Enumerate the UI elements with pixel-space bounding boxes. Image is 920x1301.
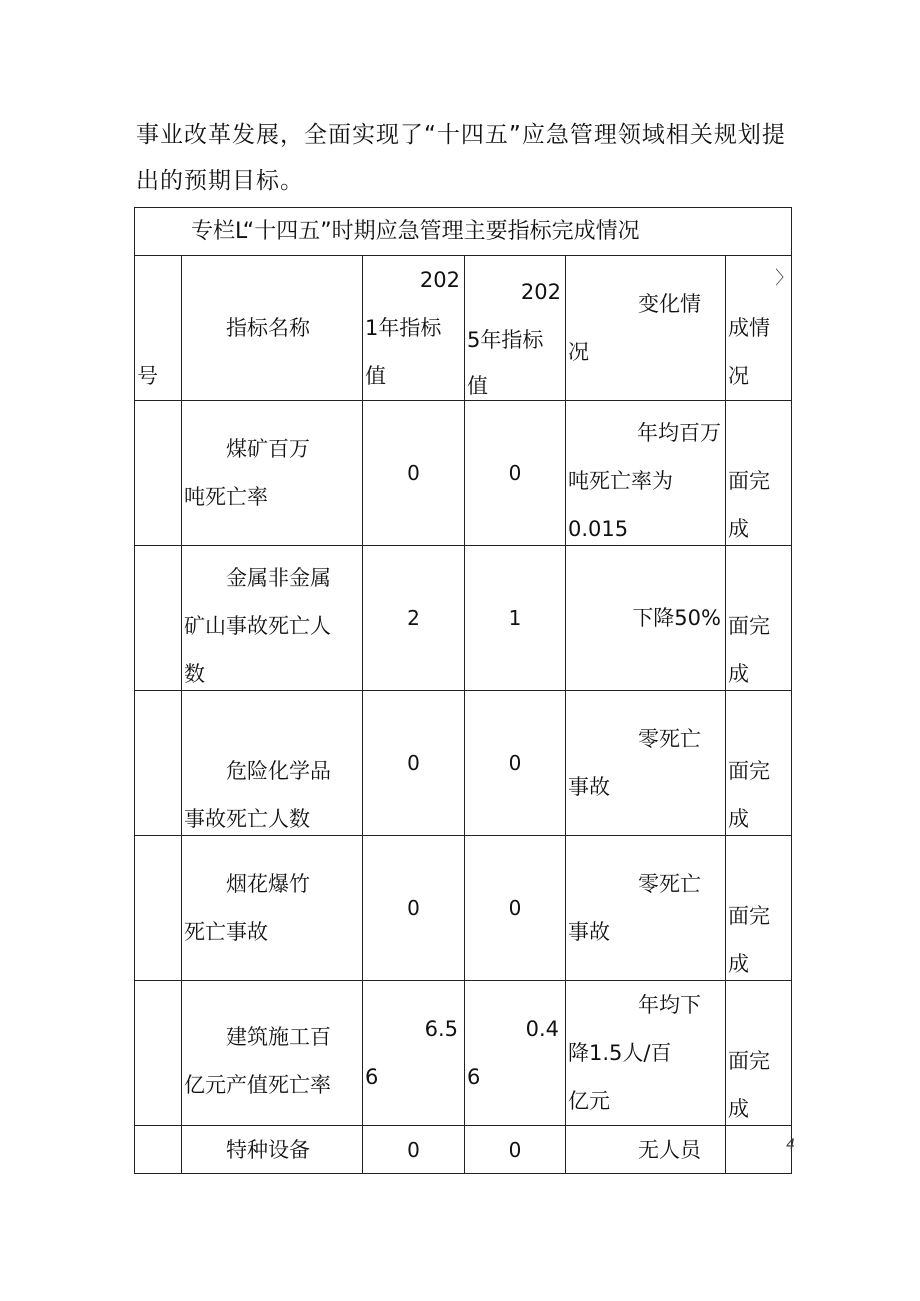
row-2025-value: 0	[508, 1138, 522, 1162]
row-status-cell	[726, 836, 792, 981]
row-status-line2: 成	[728, 952, 749, 976]
row-index-cell	[135, 401, 182, 546]
row-status-line2: 成	[728, 807, 749, 831]
row-status-cell	[726, 546, 792, 691]
header-2025-line3: 值	[467, 374, 488, 398]
row-index-cell	[135, 546, 182, 691]
row-2025-value: 0	[508, 461, 522, 485]
indicator-table	[134, 207, 796, 1174]
row-2025-cell	[465, 401, 566, 546]
row-2025-cell	[465, 836, 566, 981]
header-2021	[363, 256, 465, 401]
row-2025-value-part1: 0.4	[525, 1017, 559, 1041]
row-status-line1: 面完	[728, 1049, 770, 1073]
row-change-line1: 下降50%	[632, 606, 721, 630]
row-change-line2: 降1.5人/百	[568, 1041, 672, 1065]
row-2021-cell	[363, 1126, 465, 1174]
row-2025-cell	[465, 691, 566, 836]
row-name-cell	[182, 691, 363, 836]
row-change-line3: 0.015	[568, 517, 629, 541]
header-change	[566, 256, 726, 401]
header-change-line2: 况	[568, 340, 589, 364]
row-change-line1: 无人员	[638, 1138, 701, 1162]
header-status-line2: 况	[728, 364, 749, 388]
row-change-cell	[566, 401, 726, 546]
header-name	[182, 256, 363, 401]
header-2021-line1: 202	[419, 268, 460, 292]
row-2021-cell	[363, 546, 465, 691]
row-status-line1: 面完	[728, 904, 770, 928]
row-change-cell	[566, 546, 726, 691]
row-index-cell	[135, 836, 182, 981]
row-2021-value-part2: 6	[365, 1065, 379, 1089]
row-status-line2: 成	[728, 1097, 749, 1121]
row-change-line1: 年均下	[638, 993, 701, 1017]
row-status-line1: 面完	[728, 759, 770, 783]
row-2021-value: 0	[407, 461, 420, 485]
row-name-cell	[182, 546, 363, 691]
table-caption	[135, 208, 792, 256]
row-2021-cell	[363, 691, 465, 836]
row-status-line2: 成	[728, 517, 749, 541]
row-change-line2: 事故	[568, 920, 610, 944]
row-change-line3: 亿元	[568, 1089, 610, 1113]
header-2025-line1: 202	[520, 280, 561, 304]
page-number-mark: 4	[786, 1137, 796, 1153]
table-row	[135, 1126, 792, 1174]
row-change-line1: 零死亡	[638, 872, 701, 896]
header-2021-line2: 1年指标	[365, 316, 442, 340]
row-change-line2: 事故	[568, 775, 610, 799]
row-change-cell	[566, 836, 726, 981]
header-2021-line3: 值	[365, 364, 386, 388]
row-change-line1: 零死亡	[638, 727, 701, 751]
row-2021-value: 0	[407, 1138, 420, 1162]
row-2025-value: 0	[508, 751, 522, 775]
row-change-line2: 吨死亡率为	[568, 469, 673, 493]
row-name-cell	[182, 981, 363, 1126]
row-status-line1: 面完	[728, 614, 770, 638]
row-name-line1: 建筑施工百	[226, 1025, 331, 1049]
intro-paragraph-line-2: 出的预期目标。	[136, 168, 304, 194]
row-2025-cell	[465, 1126, 566, 1174]
header-index	[135, 256, 182, 401]
table-row	[135, 691, 792, 836]
row-status-line2: 成	[728, 662, 749, 686]
table-header-row	[135, 256, 792, 401]
header-2025-line2: 5年指标	[467, 328, 544, 352]
row-name-cell	[182, 1126, 363, 1174]
row-name-cell	[182, 401, 363, 546]
row-name-line1: 特种设备	[226, 1138, 310, 1162]
row-index-cell	[135, 981, 182, 1126]
row-change-cell	[566, 691, 726, 836]
row-name-cell	[182, 836, 363, 981]
row-name-line1: 危险化学品	[226, 759, 331, 783]
table-caption-text: 专栏L“十四五”时期应急管理主要指标完成情况	[191, 219, 640, 244]
row-name-line2: 吨死亡率	[184, 485, 268, 509]
row-2021-value: 0	[407, 896, 420, 920]
header-status-line1: 成情	[728, 316, 770, 340]
row-change-cell	[566, 1126, 726, 1174]
row-change-line1: 年均百万	[637, 421, 721, 445]
row-name-line2: 事故死亡人数	[184, 807, 310, 831]
row-2021-value-part1: 6.5	[424, 1017, 458, 1041]
table-row	[135, 546, 792, 691]
row-name-line3: 数	[184, 662, 205, 686]
row-name-line2: 矿山事故死亡人	[184, 614, 331, 638]
intro-paragraph-line-1: 事业改革发展，全面实现了“十四五”应急管理领域相关规划提	[136, 122, 786, 148]
row-name-line1: 烟花爆竹	[226, 872, 310, 896]
table-row	[135, 401, 792, 546]
row-index-cell	[135, 691, 182, 836]
row-name-line1: 煤矿百万	[226, 437, 310, 461]
row-name-line2: 亿元产值死亡率	[184, 1073, 331, 1097]
row-2025-value: 1	[508, 606, 522, 630]
row-2025-value: 0	[508, 896, 522, 920]
row-index-cell	[135, 1126, 182, 1174]
header-change-line1: 变化情	[638, 292, 701, 316]
table-row	[135, 836, 792, 981]
row-status-line1: 面完	[728, 469, 770, 493]
table-row	[135, 981, 792, 1126]
row-2025-cell	[465, 546, 566, 691]
row-status-cell	[726, 691, 792, 836]
row-name-line1: 金属非金属	[226, 566, 331, 590]
row-name-line2: 死亡事故	[184, 920, 268, 944]
row-2025-value-part2: 6	[467, 1065, 481, 1089]
header-index-text: 号	[137, 364, 158, 388]
row-2021-cell	[363, 836, 465, 981]
row-status-cell	[726, 401, 792, 546]
row-change-cell	[566, 981, 726, 1126]
header-status	[726, 256, 792, 401]
row-2021-cell	[363, 401, 465, 546]
header-name-text: 指标名称	[226, 316, 310, 340]
row-status-cell	[726, 1126, 796, 1174]
row-2021-cell	[363, 981, 465, 1126]
chevron-right-icon: 〉	[775, 268, 794, 289]
header-2025	[465, 256, 566, 401]
row-2021-value: 2	[407, 606, 420, 630]
row-status-cell	[726, 981, 792, 1126]
row-2021-value: 0	[407, 751, 420, 775]
row-2025-cell	[465, 981, 566, 1126]
